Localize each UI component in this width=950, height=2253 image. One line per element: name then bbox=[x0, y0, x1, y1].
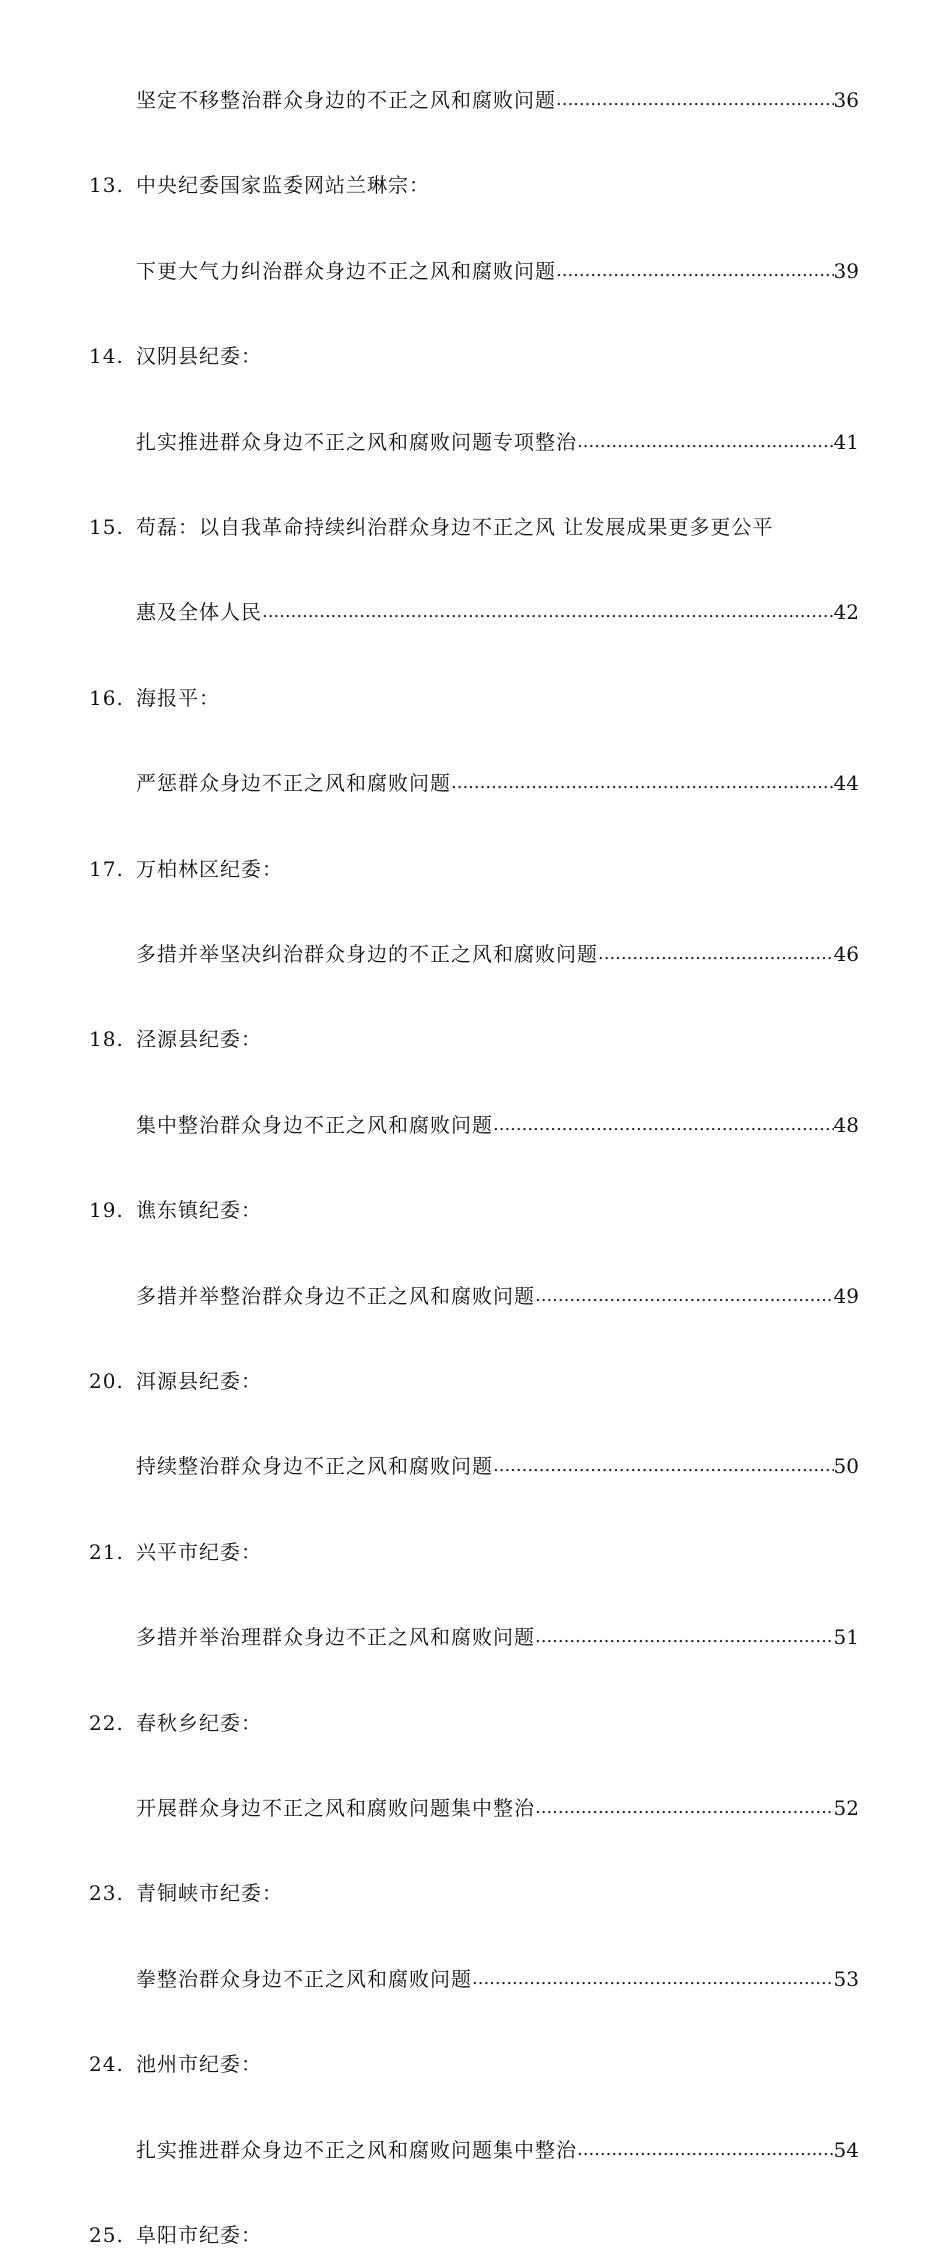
dot-leader bbox=[262, 594, 834, 630]
toc-item-number: 14. bbox=[89, 344, 124, 368]
toc-item-author: 汉阴县纪委： bbox=[136, 344, 262, 368]
toc-item-number: 13. bbox=[89, 173, 124, 197]
toc-entry-title: 多措并举治理群众身边不正之风和腐败问题 bbox=[136, 1625, 535, 1649]
dot-leader bbox=[535, 1619, 834, 1655]
toc-entry[interactable] bbox=[136, 594, 859, 630]
toc-entry-page-number: 49 bbox=[833, 1284, 859, 1308]
toc-item-author: 青铜峡市纪委： bbox=[136, 1881, 283, 1905]
toc-item-number: 24. bbox=[89, 2052, 124, 2076]
toc-entry-title: 扎实推进群众身边不正之风和腐败问题专项整治 bbox=[136, 430, 577, 454]
toc-entry-title: 严惩群众身边不正之风和腐败问题 bbox=[136, 771, 451, 795]
toc-entry-title: 开展群众身边不正之风和腐败问题集中整治 bbox=[136, 1796, 535, 1820]
toc-entry-page-number: 53 bbox=[833, 1967, 859, 1991]
dot-leader bbox=[535, 1278, 834, 1314]
toc-item-author: 池州市纪委： bbox=[136, 2052, 262, 2076]
toc-entry-title: 拳整治群众身边不正之风和腐败问题 bbox=[136, 1967, 472, 1991]
toc-item-author: 春秋乡纪委： bbox=[136, 1711, 262, 1735]
toc-entry-page-number: 36 bbox=[833, 88, 859, 112]
toc-entry-page-number: 52 bbox=[833, 1796, 859, 1820]
toc-entry-title: 下更大气力纠治群众身边不正之风和腐败问题 bbox=[136, 259, 556, 283]
toc-item-author: 泾源县纪委： bbox=[136, 1027, 262, 1051]
dot-leader bbox=[472, 1961, 834, 1997]
toc-item-number: 15. bbox=[89, 515, 124, 539]
toc-entry[interactable] bbox=[136, 1790, 859, 1826]
toc-entry[interactable] bbox=[136, 2132, 859, 2168]
toc-entry[interactable] bbox=[136, 1448, 859, 1484]
toc-item-number: 19. bbox=[89, 1198, 124, 1222]
toc-entry[interactable] bbox=[136, 253, 859, 289]
toc-entry[interactable] bbox=[136, 936, 859, 972]
toc-entry-page-number: 54 bbox=[833, 2138, 859, 2162]
toc-entry[interactable] bbox=[136, 424, 859, 460]
dot-leader bbox=[556, 253, 834, 289]
toc-item-author: 中央纪委国家监委网站兰琳宗： bbox=[136, 173, 430, 197]
toc-entry-title: 多措并举坚决纠治群众身边的不正之风和腐败问题 bbox=[136, 942, 598, 966]
toc-entry-title: 扎实推进群众身边不正之风和腐败问题集中整治 bbox=[136, 2138, 577, 2162]
dot-leader bbox=[493, 1448, 834, 1484]
toc-entry-title: 惠及全体人民 bbox=[136, 600, 262, 624]
toc-entry-page-number: 41 bbox=[833, 430, 859, 454]
toc-entry-title: 集中整治群众身边不正之风和腐败问题 bbox=[136, 1113, 493, 1137]
toc-entry[interactable] bbox=[136, 1278, 859, 1314]
dot-leader bbox=[535, 1790, 834, 1826]
toc-item-author: 苟磊：以自我革命持续纠治群众身边不正之风 让发展成果更多更公平 bbox=[136, 515, 774, 539]
toc-item-number: 23. bbox=[89, 1881, 124, 1905]
toc-entry-page-number: 51 bbox=[833, 1625, 859, 1649]
toc-entry[interactable] bbox=[136, 82, 859, 118]
toc-entry-page-number: 42 bbox=[833, 600, 859, 624]
toc-item-author: 海报平： bbox=[136, 686, 220, 710]
toc-item-number: 17. bbox=[89, 857, 124, 881]
toc-entry-page-number: 50 bbox=[833, 1454, 859, 1478]
toc-item-author: 阜阳市纪委： bbox=[136, 2223, 262, 2247]
dot-leader bbox=[451, 765, 834, 801]
toc-item-number: 25. bbox=[89, 2223, 124, 2247]
dot-leader bbox=[493, 1107, 834, 1143]
toc-entry-page-number: 44 bbox=[833, 771, 859, 795]
toc-item-author: 万柏林区纪委： bbox=[136, 857, 283, 881]
dot-leader bbox=[577, 424, 834, 460]
toc-entry-page-number: 48 bbox=[833, 1113, 859, 1137]
toc-item-number: 21. bbox=[89, 1540, 124, 1564]
toc-item-number: 16. bbox=[89, 686, 124, 710]
dot-leader bbox=[577, 2132, 834, 2168]
toc-item-number: 22. bbox=[89, 1711, 124, 1735]
toc-entry[interactable] bbox=[136, 765, 859, 801]
toc-entry-page-number: 39 bbox=[833, 259, 859, 283]
toc-entry-title: 持续整治群众身边不正之风和腐败问题 bbox=[136, 1454, 493, 1478]
toc-entry[interactable] bbox=[136, 1619, 859, 1655]
dot-leader bbox=[598, 936, 834, 972]
toc-entry-title: 多措并举整治群众身边不正之风和腐败问题 bbox=[136, 1284, 535, 1308]
toc-entry[interactable] bbox=[136, 1961, 859, 1997]
toc-item-number: 18. bbox=[89, 1027, 124, 1051]
toc-item-author: 兴平市纪委： bbox=[136, 1540, 262, 1564]
toc-item-number: 20. bbox=[89, 1369, 124, 1393]
toc-entry-page-number: 46 bbox=[833, 942, 859, 966]
toc-entry-title: 坚定不移整治群众身边的不正之风和腐败问题 bbox=[136, 88, 556, 112]
toc-entry[interactable] bbox=[136, 1107, 859, 1143]
dot-leader bbox=[556, 82, 834, 118]
toc-item-author: 谯东镇纪委： bbox=[136, 1198, 262, 1222]
toc-item-author: 洱源县纪委： bbox=[136, 1369, 262, 1393]
